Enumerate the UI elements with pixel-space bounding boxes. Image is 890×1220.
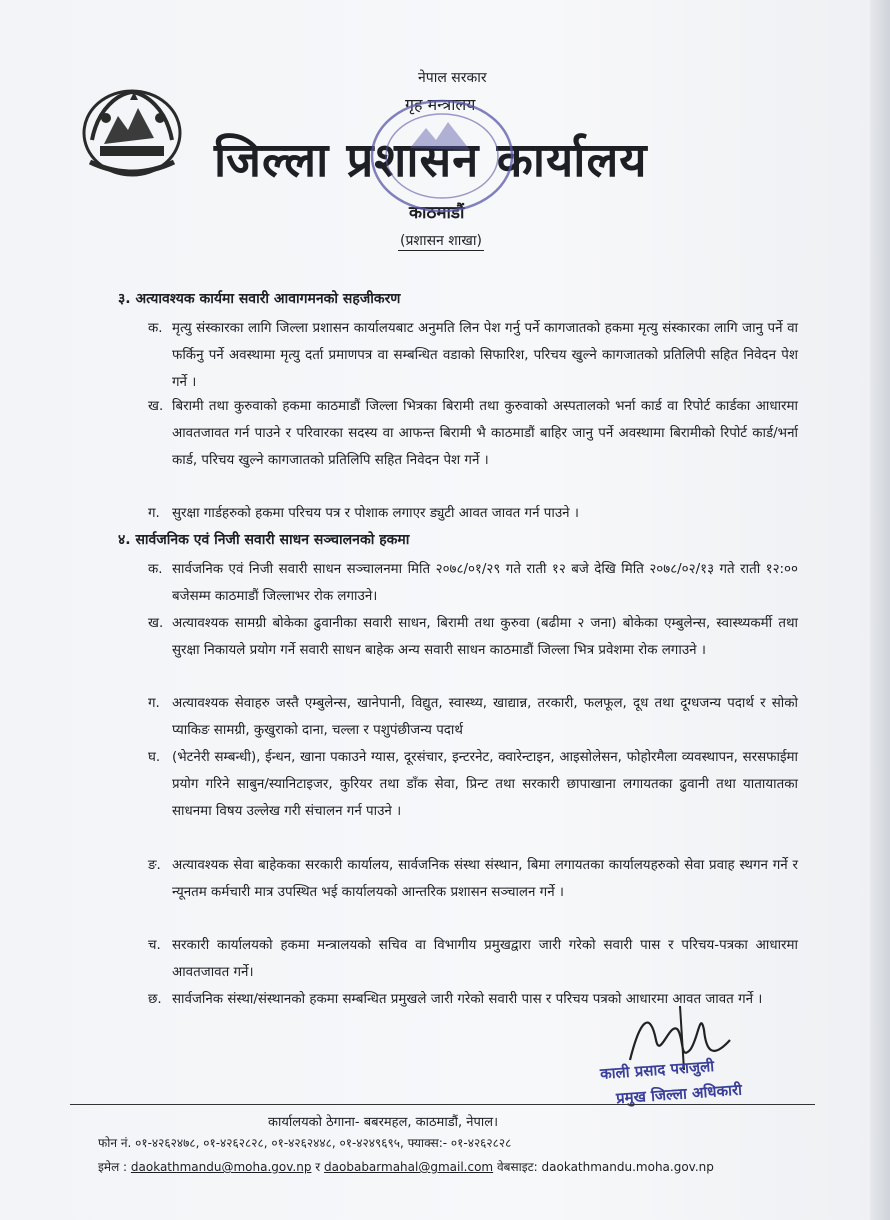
nepal-emblem-icon xyxy=(78,78,186,182)
list-item xyxy=(148,393,798,474)
ministry-line: गृह मन्त्रालय xyxy=(405,95,476,114)
list-item xyxy=(148,610,798,664)
office-title: जिल्ला प्रशासन कार्यालय xyxy=(214,133,648,188)
item-label: ख. xyxy=(148,616,164,631)
list-item xyxy=(148,932,798,986)
item-label: च. xyxy=(148,938,161,953)
item-label: क. xyxy=(148,562,163,577)
section-heading: ४. सार्वजनिक एवं निजी सवारी साधन सञ्चालनको हकमा xyxy=(118,532,410,548)
list-item xyxy=(148,500,798,527)
item-label: छ. xyxy=(148,992,162,1007)
footer-phone: फोन नं. ०१-४२६२४७८, ०१-४२६२८२८, ०१-४२६२४४८, ०१-४२४९६९५, फ्याक्स:- ०१-४२६२८२८ xyxy=(98,1136,512,1150)
footer-contact xyxy=(98,1158,714,1175)
item-text: मृत्यु संस्कारका लागि जिल्ला प्रशासन कार्यालयबाट अनुमति लिन पेश गर्नु पर्ने कागजातको हकमा मृत्यु संस्कारका लागि जानु पर्ने वा फर्किनु पर्ने अवस्थामा मृत्यु दर्ता प्रमाणपत्र वा सम्बन्धित वडाको सिफारिश, परिचय खुल्ने कागजातको प्रतिलिपी सहित निवेदन पेश गर्ने । xyxy=(172,321,798,390)
item-text: अत्यावश्यक सेवाहरु जस्तै एम्बुलेन्स, खानेपानी, विद्युत, स्वास्थ्य, खाद्यान्न, तरकारी, फलफूल, दूध तथा दूग्धजन्य पदार्थ र सोको प्याकिङ सामग्री, कुखुराको दाना, चल्ला र पशुपंछीजन्य पदार्थ xyxy=(172,696,798,738)
email-link-secondary[interactable]: daobabarmahal@gmail.com xyxy=(324,1160,494,1174)
office-stamp xyxy=(360,88,525,223)
item-text: सुरक्षा गार्डहरुको हकमा परिचय पत्र र पोशाक लगाएर ड्युटी आवत जावत गर्न पाउने । xyxy=(172,506,579,521)
item-label: ग. xyxy=(148,506,160,521)
item-label: क. xyxy=(148,321,163,336)
office-city: काठमाडौं xyxy=(409,203,465,223)
item-text: अत्यावश्यक सामग्री बोकेका ढुवानीका सवारी साधन, बिरामी तथा कुरुवा (बढीमा २ जना) बोकेका एम्बुलेन्स, स्वास्थ्यकर्मी तथा सुरक्षा निकायले प्रयोग गर्ने सवारी साधन बाहेक अन्य सवारी साधन काठमाडौं जिल्ला भित्र प्रवेशमा रोक लगाउने । xyxy=(172,616,798,658)
page-edge-shadow xyxy=(870,0,890,1220)
email-label: इमेल : xyxy=(98,1160,128,1174)
list-item xyxy=(148,852,798,906)
item-text: (भेटनेरी सम्बन्धी), ईन्धन, खाना पकाउने ग्यास, दूरसंचार, इन्टरनेट, क्वारेन्टाइन, आइसोलेसन, फोहोरमैला व्यवस्थापन, सरसफाईमा प्रयोग गरिने साबुन/स्यानिटाइजर, कुरियर तथा डाँक सेवा, प्रिन्ट तथा सरकारी छापाखाना लगायतका ढुवानी तथा यातायातका साधनमा विषय उल्लेख गरी संचालन गर्न पाउने । xyxy=(172,750,798,819)
website-label: वेबसाइट: xyxy=(496,1160,538,1174)
item-label: ङ. xyxy=(148,858,161,873)
footer-address: कार्यालयको ठेगाना- बबरमहल, काठमाडौं, नेपाल। xyxy=(268,1115,498,1130)
item-text: सरकारी कार्यालयको हकमा मन्त्रालयको सचिव वा विभागीय प्रमुखद्वारा जारी गरेको सवारी पास र परिचय-पत्रका आधारमा आवतजावत गर्ने। xyxy=(172,938,798,980)
item-text: सार्वजनिक एवं निजी सवारी साधन सञ्चालनमा मिति २०७८/०१/२९ गते राती १२ बजे देखि मिति २०७८/०२/१३ गते राती १२:०० बजेसम्म काठमाडौं जिल्लाभर रोक लगाउने। xyxy=(172,562,798,604)
signatory-name: काली प्रसाद पराजुली xyxy=(599,1057,715,1083)
footer-divider xyxy=(70,1104,815,1105)
signatory-title: प्रमुख जिल्ला अधिकारी xyxy=(615,1080,743,1108)
item-text: बिरामी तथा कुरुवाको हकमा काठमाडौं जिल्ला भित्रका बिरामी तथा कुरुवाको अस्पतालको भर्ना कार्ड वा रिपोर्ट कार्डका आधारमा आवतजावत गर्न पाउने र परिवारका सदस्य वा आफन्त बिरामी भै काठमाडौं बाहिर जानु पर्ने अवस्थामा बिरामीको रिपोर्ट कार्ड/भर्ना कार्ड, परिचय खुल्ने कागजातको प्रतिलिपि सहित निवेदन पेश गर्ने । xyxy=(172,399,798,468)
item-label: ग. xyxy=(148,696,160,711)
section-heading: ३. अत्यावश्यक कार्यमा सवारी आवागमनको सहजीकरण xyxy=(118,291,401,307)
item-label: ख. xyxy=(148,399,164,414)
item-text: अत्यावश्यक सेवा बाहेकका सरकारी कार्यालय, सार्वजनिक संस्था संस्थान, बिमा लगायतका कार्यालयहरुको सेवा प्रवाह स्थगन गर्ने र न्यूनतम कर्मचारी मात्र उपस्थित भई कार्यालयको आन्तरिक प्रशासन सञ्चालन गर्ने । xyxy=(172,858,798,900)
list-item xyxy=(148,690,798,744)
government-line: नेपाल सरकार xyxy=(418,70,487,86)
website-link[interactable]: daokathmandu.moha.gov.np xyxy=(541,1160,714,1174)
email-separator: र xyxy=(315,1160,321,1174)
list-item xyxy=(148,315,798,396)
list-item xyxy=(148,556,798,610)
branch-label: (प्रशासन शाखा) xyxy=(400,233,482,249)
email-link-primary[interactable]: daokathmandu@moha.gov.np xyxy=(130,1160,312,1174)
item-text: सार्वजनिक संस्था/संस्थानको हकमा सम्बन्धित प्रमुखले जारी गरेको सवारी पास र परिचय पत्रको आधारमा आवत जावत गर्ने । xyxy=(172,992,763,1007)
list-item xyxy=(148,744,798,825)
item-label: घ. xyxy=(148,750,161,765)
